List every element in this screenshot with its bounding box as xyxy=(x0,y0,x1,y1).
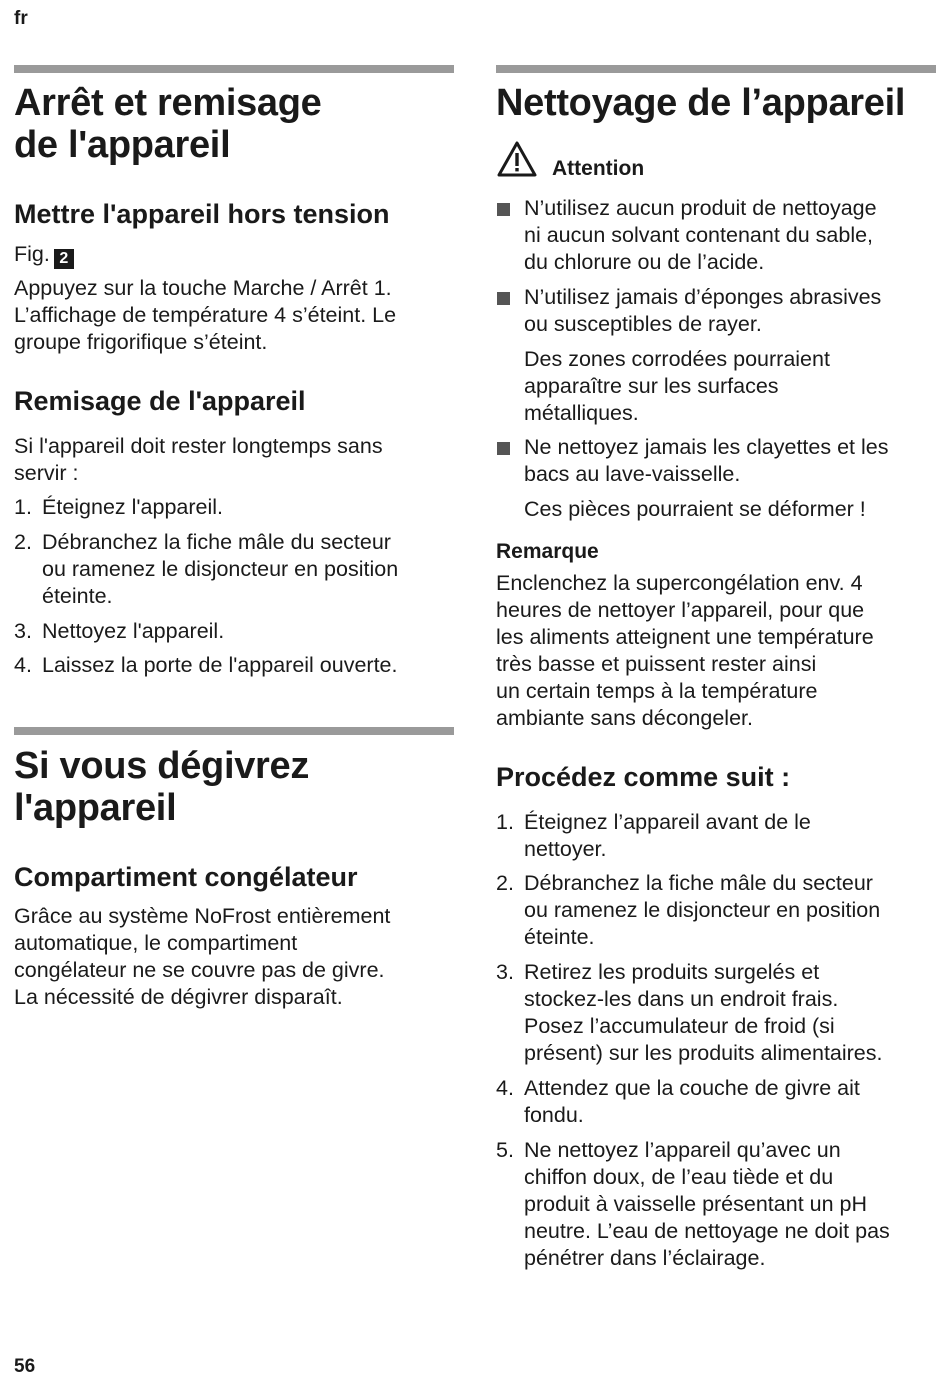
list-item: 3. Retirez les produits surgelés et stockez-les dans un endroit frais. Posez l’accumulateur de froid (si présent) sur les produits alimentaires. xyxy=(496,960,883,1065)
list-item: N’utilisez aucun produit de nettoyage ni aucun solvant contenant du sable, du chlorure ou de l’acide. xyxy=(524,196,877,274)
section-divider xyxy=(14,65,454,73)
subheading-procedez: Procédez comme suit : xyxy=(496,762,791,792)
list-item: Ne nettoyez jamais les clayettes et les bacs au lave-vaisselle. xyxy=(524,435,889,486)
paragraph-hors-tension: Appuyez sur la touche Marche / Arrêt 1. L’affichage de température 4 s’éteint. Le groupe frigorifique s’éteint. xyxy=(14,276,397,354)
list-item: 1. Éteignez l’appareil avant de le nettoyer. xyxy=(496,810,811,861)
list-item: 5. Ne nettoyez l’appareil qu’avec un chiffon doux, de l’eau tiède et du produit à vaisselle présentant un pH neutre. L’eau de nettoyage ne doit pas pénétrer dans l’éclairage. xyxy=(496,1138,890,1270)
list-item: N’utilisez jamais d’éponges abrasives ou susceptibles de rayer. xyxy=(524,285,882,336)
list-item: 2. Débranchez la fiche mâle du secteur ou ramenez le disjoncteur en position éteinte. xyxy=(496,871,881,949)
subheading-remisage: Remisage de l'appareil xyxy=(14,386,306,416)
list-item: 2. Débranchez la fiche mâle du secteur ou ramenez le disjoncteur en position éteinte. xyxy=(14,530,399,608)
warning-triangle-icon xyxy=(496,140,538,178)
paragraph-remisage: Si l'appareil doit rester longtemps sans servir : xyxy=(14,434,383,485)
list-item: 4. Attendez que la couche de givre ait fondu. xyxy=(496,1076,860,1127)
paragraph-remarque: Enclenchez la supercongélation env. 4 heures de nettoyer l’appareil, pour que les aliments atteignent une température très basse et puissent rester ainsi un certain temps à la température ambiante sans décongeler. xyxy=(496,571,874,730)
subheading-congelateur: Compartiment congélateur xyxy=(14,862,358,892)
page-number: 56 xyxy=(14,1356,36,1377)
bullet-icon xyxy=(497,203,510,216)
remarque-heading: Remarque xyxy=(496,540,599,563)
subheading-hors-tension: Mettre l'appareil hors tension xyxy=(14,199,390,229)
figure-reference: Fig. 2 xyxy=(14,241,74,269)
bullet-icon xyxy=(497,442,510,455)
language-code: fr xyxy=(14,8,28,29)
attention-label: Attention xyxy=(552,157,645,180)
figure-number-badge: 2 xyxy=(54,249,74,269)
bullet-icon xyxy=(497,292,510,305)
section-title-nettoyage: Nettoyage de l’appareil xyxy=(496,82,906,124)
section-title-degivrez: Si vous dégivrez l'appareil xyxy=(14,745,310,829)
section-title-arret: Arrêt et remisage de l'appareil xyxy=(14,82,322,166)
section-divider xyxy=(14,727,454,735)
list-item-note: Ces pièces pourraient se déformer ! xyxy=(524,497,866,521)
list-item-note: Des zones corrodées pourraient apparaître sur les surfaces métalliques. xyxy=(524,347,830,425)
section-divider xyxy=(496,65,936,73)
paragraph-congelateur: Grâce au système NoFrost entièrement automatique, le compartiment congélateur ne se couvre pas de givre. La nécessité de dégivrer disparaît. xyxy=(14,904,391,1009)
